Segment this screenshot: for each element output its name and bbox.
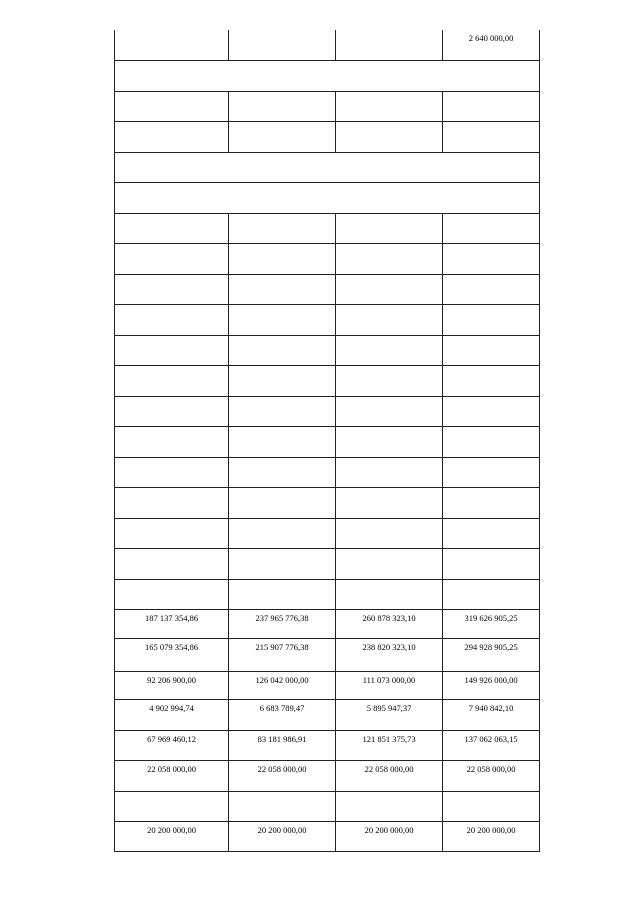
table-row — [115, 304, 540, 335]
table-cell: 5 895 947,37 — [336, 699, 443, 730]
table-cell — [229, 30, 336, 60]
table-cell — [336, 548, 443, 579]
table-cell — [336, 30, 443, 60]
table-row — [115, 213, 540, 243]
table-cell — [336, 487, 443, 518]
table-cell — [229, 457, 336, 487]
financial-table — [114, 30, 540, 852]
table-row — [115, 609, 540, 638]
table-cell — [229, 304, 336, 335]
section-header-cell — [115, 60, 540, 91]
table-cell — [229, 243, 336, 274]
table-cell: 22 058 000,00 — [443, 760, 540, 791]
table-cell: 20 200 000,00 — [336, 821, 443, 851]
table-cell: 83 181 986,91 — [229, 730, 336, 760]
table-cell — [229, 121, 336, 152]
table-cell — [443, 365, 540, 396]
table-cell — [336, 518, 443, 548]
table-cell — [336, 426, 443, 457]
section-header-row — [115, 182, 540, 213]
table-cell — [115, 548, 229, 579]
section-header-row — [115, 152, 540, 182]
table-cell: 126 042 000,00 — [229, 671, 336, 699]
table-cell: 20 200 000,00 — [443, 821, 540, 851]
table-row — [115, 791, 540, 821]
table-cell — [115, 426, 229, 457]
table-cell — [115, 304, 229, 335]
table-cell: 215 907 776,38 — [229, 638, 336, 671]
table-row — [115, 121, 540, 152]
table-cell — [115, 91, 229, 121]
table-cell — [115, 791, 229, 821]
table-cell — [229, 365, 336, 396]
table-cell — [443, 518, 540, 548]
table-row — [115, 638, 540, 671]
table-cell: 22 058 000,00 — [229, 760, 336, 791]
table-cell: 20 200 000,00 — [115, 821, 229, 851]
table-cell — [443, 335, 540, 365]
table-cell — [336, 274, 443, 304]
table-row — [115, 457, 540, 487]
table-cell: 260 878 323,10 — [336, 609, 443, 638]
table-cell — [336, 396, 443, 426]
table-cell — [443, 548, 540, 579]
table-cell: 2 640 000,00 — [443, 30, 540, 60]
table-cell: 22 058 000,00 — [336, 760, 443, 791]
table-cell — [336, 365, 443, 396]
table-cell — [443, 791, 540, 821]
table-cell — [443, 579, 540, 609]
table-cell — [443, 274, 540, 304]
table-cell — [443, 457, 540, 487]
table-cell — [115, 243, 229, 274]
table-cell — [115, 579, 229, 609]
table-cell — [229, 335, 336, 365]
table-cell — [115, 396, 229, 426]
table-cell — [443, 426, 540, 457]
table-cell: 6 683 789,47 — [229, 699, 336, 730]
table-row — [115, 91, 540, 121]
table-cell: 92 206 900,00 — [115, 671, 229, 699]
table-row — [115, 426, 540, 457]
table-cell: 67 969 460,12 — [115, 730, 229, 760]
table-cell — [229, 548, 336, 579]
table-cell — [229, 518, 336, 548]
table-row — [115, 579, 540, 609]
table-cell — [443, 91, 540, 121]
table-cell — [115, 213, 229, 243]
table-cell — [115, 121, 229, 152]
table-cell: 187 137 354,86 — [115, 609, 229, 638]
table-cell: 20 200 000,00 — [229, 821, 336, 851]
table-cell — [336, 791, 443, 821]
table-cell: 165 079 354,86 — [115, 638, 229, 671]
table-cell — [115, 487, 229, 518]
table-row — [115, 518, 540, 548]
table-cell: 149 926 000,00 — [443, 671, 540, 699]
table-cell — [115, 518, 229, 548]
table-cell — [443, 121, 540, 152]
table-cell — [229, 91, 336, 121]
table-cell — [229, 579, 336, 609]
table-cell: 294 928 905,25 — [443, 638, 540, 671]
table-cell — [115, 335, 229, 365]
table-cell — [115, 365, 229, 396]
table-row — [115, 671, 540, 699]
table-row — [115, 487, 540, 518]
table-cell — [229, 396, 336, 426]
table-cell — [336, 579, 443, 609]
table-cell — [336, 121, 443, 152]
table-cell — [336, 213, 443, 243]
table-cell — [336, 304, 443, 335]
table-cell: 4 902 994,74 — [115, 699, 229, 730]
table-cell: 111 073 000,00 — [336, 671, 443, 699]
table-row — [115, 30, 540, 60]
table-cell — [229, 213, 336, 243]
table-row — [115, 730, 540, 760]
table-cell — [336, 457, 443, 487]
table-row — [115, 821, 540, 851]
table-cell — [443, 243, 540, 274]
table-cell — [115, 274, 229, 304]
table-cell — [115, 30, 229, 60]
table-cell — [443, 213, 540, 243]
table-row — [115, 365, 540, 396]
table-row — [115, 243, 540, 274]
table-row — [115, 274, 540, 304]
table-cell — [229, 487, 336, 518]
table-cell — [336, 243, 443, 274]
table-cell — [443, 487, 540, 518]
table-cell — [443, 304, 540, 335]
table-cell: 22 058 000,00 — [115, 760, 229, 791]
table-cell: 237 965 776,38 — [229, 609, 336, 638]
table-cell — [336, 335, 443, 365]
table-cell: 7 940 842,10 — [443, 699, 540, 730]
table-cell: 319 626 905,25 — [443, 609, 540, 638]
section-header-cell — [115, 182, 540, 213]
table-cell — [229, 426, 336, 457]
table-cell — [443, 396, 540, 426]
table-cell — [336, 91, 443, 121]
table-row — [115, 548, 540, 579]
table-row — [115, 699, 540, 730]
section-header-cell — [115, 152, 540, 182]
table-cell: 121 851 375,73 — [336, 730, 443, 760]
table-cell — [115, 457, 229, 487]
table-cell: 238 820 323,10 — [336, 638, 443, 671]
table-cell — [229, 274, 336, 304]
table-cell — [229, 791, 336, 821]
table-row — [115, 335, 540, 365]
section-header-row — [115, 60, 540, 91]
table-body — [115, 30, 540, 851]
table-row — [115, 396, 540, 426]
table-cell: 137 062 063,15 — [443, 730, 540, 760]
table-row — [115, 760, 540, 791]
